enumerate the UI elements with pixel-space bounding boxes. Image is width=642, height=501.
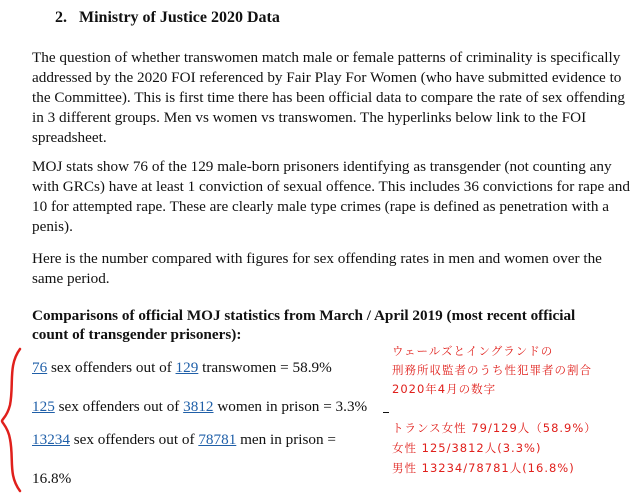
annotation-line-men: 男性 13234/78781人(16.8%)	[392, 461, 575, 475]
annotation-line-2: 刑務所収監者のうち性犯罪者の割合	[392, 363, 592, 377]
trailing-underscore	[383, 412, 389, 413]
stat-line-transwomen	[32, 359, 332, 377]
comparison-subheading: Comparisons of official MOJ statistics from March / April 2019 (most recent official count of transgender prisoners):	[32, 307, 576, 343]
stat-text: women in prison = 3.3%	[213, 398, 368, 415]
annotation-line-trans: トランス女性 79/129人（58.9%）	[392, 421, 597, 435]
stat-text: men in prison =	[236, 431, 336, 448]
stat-text: transwomen = 58.9%	[198, 359, 332, 376]
annotation-line-1: ウェールズとイングランドの	[392, 344, 554, 358]
link-trans-offenders[interactable]: 76	[32, 359, 48, 376]
paragraph-foi-intro: The question of whether transwomen match male or female patterns of criminality is specifically addressed by the 2020 FOI referenced by Fair Play For Women (who have submitted evidence to the Committee). This is first time there has been official data to compare the rate of sex offending in 3 different groups. Men vs women vs transwomen. The hyperlinks below link to the FOI spreadsheet.	[32, 49, 625, 146]
stat-line-men	[32, 431, 336, 449]
link-women-offenders[interactable]: 125	[32, 398, 55, 415]
link-men-total[interactable]: 78781	[198, 431, 237, 448]
annotation-line-women: 女性 125/3812人(3.3%)	[392, 441, 542, 455]
stat-text: sex offenders out of	[47, 359, 176, 376]
section-number: 2.	[55, 9, 67, 26]
stat-text: sex offenders out of	[54, 398, 184, 415]
link-women-total[interactable]: 3812	[183, 398, 214, 415]
link-men-offenders[interactable]: 13234	[32, 431, 70, 448]
link-trans-total[interactable]: 129	[175, 359, 199, 376]
stat-line-women	[32, 398, 367, 416]
section-title: Ministry of Justice 2020 Data	[79, 9, 280, 26]
paragraph-moj-stats: MOJ stats show 76 of the 129 male-born prisoners identifying as transgender (not counting any with GRCs) have at least 1 conviction of sexual offence. This includes 36 convictions for rape and 10 for attempted rape. These are clearly male type crimes (rape is defined as penetration with a penis).	[32, 158, 630, 235]
paragraph-comparison-intro: Here is the number compared with figures for sex offending rates in men and women over the same period.	[32, 250, 602, 287]
stat-men-result: 16.8%	[32, 470, 72, 487]
section-heading	[55, 9, 280, 27]
stat-text: sex offenders out of	[69, 431, 199, 448]
annotation-line-3: 2020年4月の数字	[392, 382, 497, 396]
red-bracket-annotation	[0, 345, 28, 495]
